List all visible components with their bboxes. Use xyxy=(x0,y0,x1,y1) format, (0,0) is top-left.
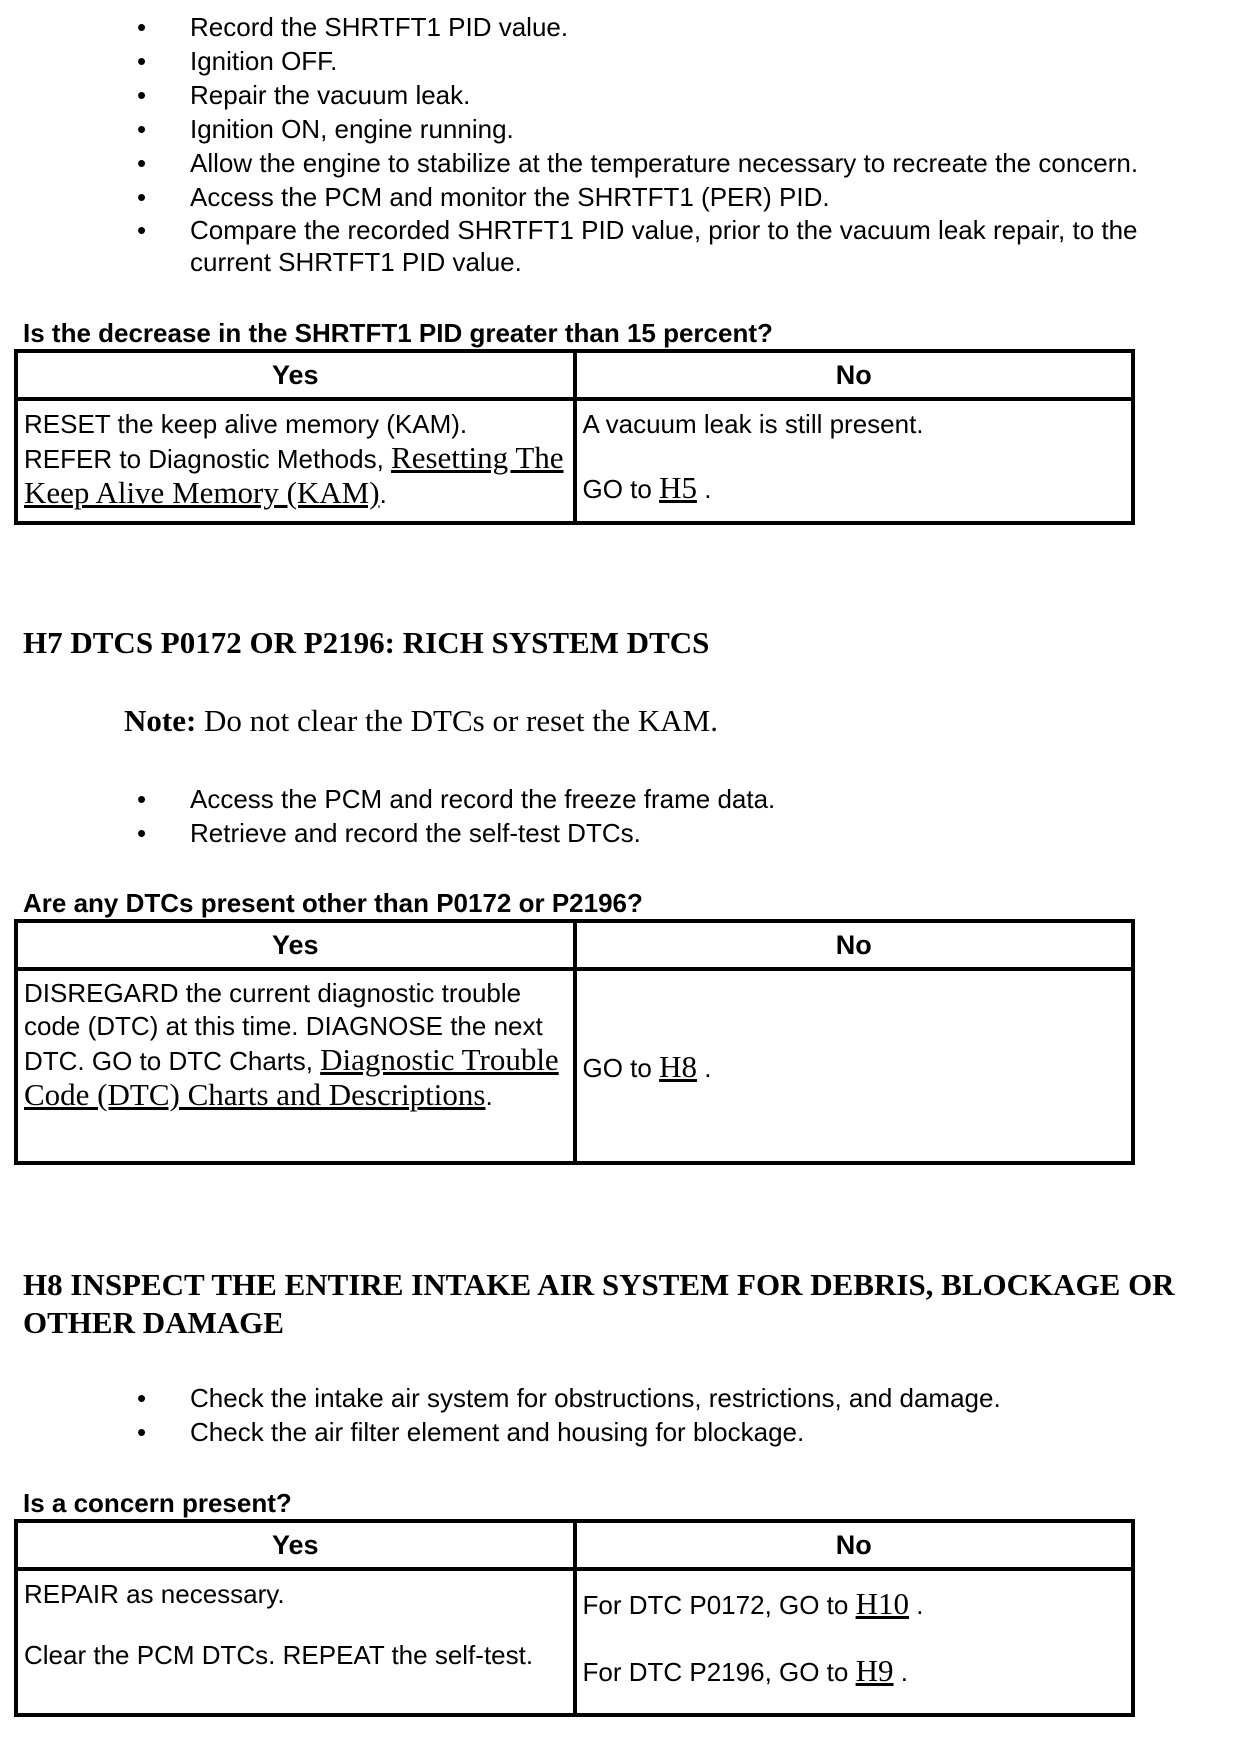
h8-heading: H8 INSPECT THE ENTIRE INTAKE AIR SYSTEM FOR DEBRIS, BLOCKAGE OR OTHER DAMAGE xyxy=(23,1267,1175,1340)
no-p0172-text: For DTC P0172, GO to xyxy=(582,1590,856,1620)
note-text: Do not clear the DTCs or reset the KAM. xyxy=(196,703,718,738)
yes-text-line-2 xyxy=(24,441,567,511)
list-item: • Access the PCM and record the freeze frame data. xyxy=(0,782,775,816)
no-header: No xyxy=(575,921,1134,969)
yes-text-line-1: RESET the keep alive memory (KAM). xyxy=(24,409,468,439)
list-item: • Access the PCM and monitor the SHRTFT1 (PER) PID. xyxy=(0,180,1190,214)
no-goto-line xyxy=(583,471,1126,506)
h9-link[interactable]: H9 xyxy=(855,1653,894,1688)
h6-yes-no-table xyxy=(14,349,1135,525)
yes-cell xyxy=(16,1569,575,1715)
list-item: • Check the intake air system for obstructions, restrictions, and damage. xyxy=(0,1381,1001,1415)
no-p2196-text: For DTC P2196, GO to xyxy=(582,1657,856,1687)
list-item: • Repair the vacuum leak. xyxy=(0,78,1190,112)
yes-cell xyxy=(16,969,575,1163)
yes-text-end: . xyxy=(379,479,387,509)
h8-question: Is a concern present? xyxy=(23,1488,292,1518)
yes-header: Yes xyxy=(16,1521,575,1569)
list-item: • Check the air filter element and housing for blockage. xyxy=(0,1415,1001,1449)
h7-heading: H7 DTCS P0172 OR P2196: RICH SYSTEM DTCS xyxy=(23,625,710,660)
no-end-2: . xyxy=(893,1657,908,1687)
list-item: • Ignition OFF. xyxy=(0,44,1190,78)
no-cell xyxy=(575,399,1134,523)
dtc-charts-link[interactable]: Diagnostic Trouble Code (DTC) Charts and Descriptions xyxy=(24,1042,559,1112)
yes-text: DISREGARD the current diagnostic trouble code (DTC) at this time. DIAGNOSE the next DTC. GO to DTC Charts, xyxy=(24,978,543,1076)
list-item: • Record the SHRTFT1 PID value. xyxy=(0,10,1190,44)
yes-text-line-1: REPAIR as necessary. xyxy=(24,1579,285,1609)
yes-text-end: . xyxy=(485,1081,493,1111)
yes-text-2: REFER to Diagnostic Methods, xyxy=(24,444,392,474)
h8-bullet-list xyxy=(0,1381,1001,1449)
yes-header: Yes xyxy=(16,921,575,969)
list-item: • Allow the engine to stabilize at the temperature necessary to recreate the concern. xyxy=(0,146,1190,180)
yes-text-line-2: Clear the PCM DTCs. REPEAT the self-test. xyxy=(24,1640,534,1670)
no-text-line-1: A vacuum leak is still present. xyxy=(582,409,924,439)
resetting-kam-link[interactable]: Resetting The Keep Alive Memory (KAM) xyxy=(24,440,564,510)
no-header: No xyxy=(575,351,1134,399)
no-line-p2196 xyxy=(583,1654,1126,1689)
no-cell xyxy=(575,1569,1134,1715)
note-label: Note: xyxy=(124,703,197,738)
h10-link[interactable]: H10 xyxy=(855,1586,909,1621)
h6-bullet-list xyxy=(0,10,1190,278)
h8-yes-no-table xyxy=(14,1519,1135,1717)
h5-link[interactable]: H5 xyxy=(659,470,697,505)
no-goto-end: . xyxy=(696,1052,712,1083)
h6-question: Is the decrease in the SHRTFT1 PID greater than 15 percent? xyxy=(23,318,773,348)
no-cell xyxy=(575,969,1134,1163)
list-item: • Compare the recorded SHRTFT1 PID value, prior to the vacuum leak repair, to the current SHRTFT1 PID value. xyxy=(0,214,1190,278)
no-end-1: . xyxy=(908,1590,924,1620)
no-goto-end: . xyxy=(696,474,712,504)
h8-link[interactable]: H8 xyxy=(659,1048,697,1084)
h7-question: Are any DTCs present other than P0172 or P2196? xyxy=(23,888,643,918)
no-header: No xyxy=(575,1521,1134,1569)
no-goto-text: GO to xyxy=(582,1052,660,1083)
h7-bullet-list xyxy=(0,782,775,850)
list-item: • Retrieve and record the self-test DTCs. xyxy=(0,816,775,850)
h7-note xyxy=(124,703,718,739)
list-item: • Ignition ON, engine running. xyxy=(0,112,1190,146)
yes-header: Yes xyxy=(16,351,575,399)
no-line-p0172 xyxy=(583,1587,1126,1622)
h7-yes-no-table xyxy=(14,919,1135,1165)
yes-cell xyxy=(16,399,575,523)
no-goto-text: GO to xyxy=(582,474,660,504)
